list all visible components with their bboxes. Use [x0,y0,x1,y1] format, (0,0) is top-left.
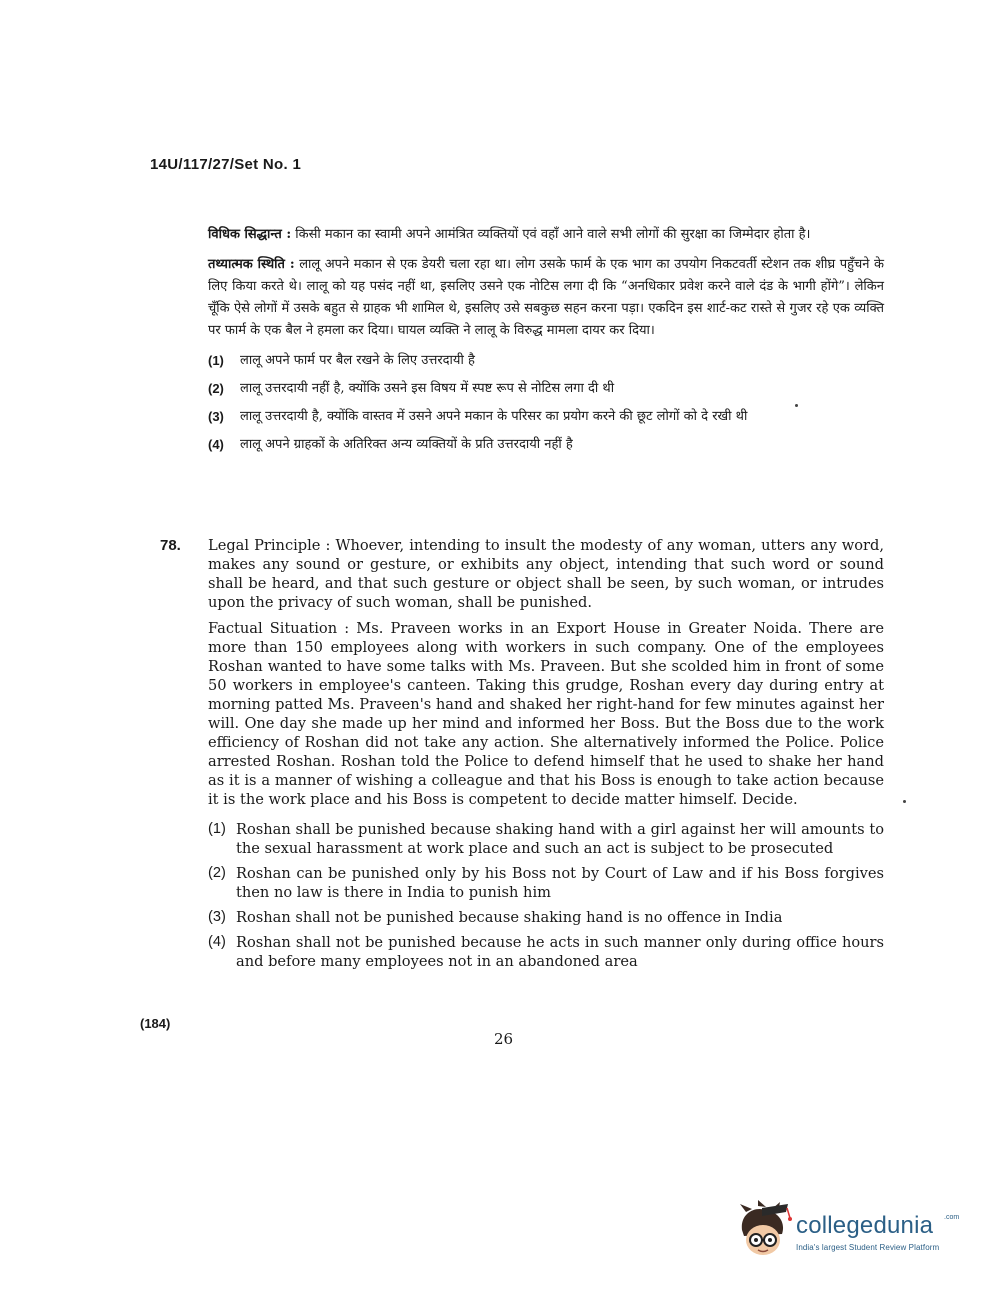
option-1 [208,820,884,858]
scan-speck [903,800,906,803]
hindi-principle-text: किसी मकान का स्वामी अपने आमंत्रित व्यक्तियों एवं वहाँ आने वाले सभी लोगों की सुरक्षा का जिम्मेदार होता है। [295,227,811,242]
option-4 [208,933,884,971]
scan-speck [795,404,798,407]
question-body [208,536,884,816]
hindi-option-3 [208,406,884,428]
factual-situation: Factual Situation : Ms. Praveen works in an Export House in Greater Noida. There are more than 150 employees along with workers in such company. One of the employees Roshan wanted to have some talks with Ms. Praveen. But she scolded him in front of some 50 workers in employee's canteen. Taking this grudge, Roshan every day during entry at morning patted Ms. Praveen's hand and shaked her right-hand for few minutes against her will. One day she made up her mind and informed her Boss. But the Boss due to the work efficiency of Roshan did not take any action. She alternatively informed the Police. Police arrested Roshan. Roshan told the Police to defend himself that he used to shake her hand as it is a manner of wishing a colleague and that his Boss is enough to take action because it is the work place and his Boss is competent to decide matter himself. Decide. [208,620,884,808]
option-text: लालू अपने ग्राहकों के अतिरिक्त अन्य व्यक्तियों के प्रति उत्तरदायी नहीं है [240,437,573,452]
option-number: (2) [208,865,226,881]
question-number: 78. [160,537,181,554]
brand-dotcom: .com [944,1214,960,1221]
option-text: लालू उत्तरदायी नहीं है, क्योंकि उसने इस विषय में स्पष्ट रूप से नोटिस लगा दी थी [240,381,615,396]
option-text: Roshan shall not be punished because he acts in such manner only during office hours and before many employees not in an abandoned area [236,934,884,970]
hindi-option-4 [208,434,884,456]
option-3 [208,908,884,927]
page-number: 26 [494,1030,514,1048]
option-2 [208,864,884,902]
footer-code: (184) [140,1016,171,1031]
hindi-question [208,224,884,462]
collegedunia-watermark [732,1200,962,1260]
hindi-principle [208,224,884,246]
paper-code: 14U/117/27/Set No. 1 [150,156,302,173]
option-text: लालू उत्तरदायी है, क्योंकि वास्तव में उसने अपने मकान के परिसर का प्रयोग करने की छूट लोगों को दे रखी थी [240,409,748,424]
option-number: (3) [208,409,224,424]
hindi-facts [208,254,884,342]
option-text: Roshan can be punished only by his Boss not by Court of Law and if his Boss forgives then no law is there in India to punish him [236,865,884,901]
option-number: (1) [208,821,226,837]
mascot-logo-icon [732,1200,794,1260]
legal-principle: Legal Principle : Whoever, intending to insult the modesty of any woman, utters any word, makes any sound or gesture, or exhibits any object, intending that such word or sound shall be heard, and that such gesture or object shall be seen, by such woman, or intrudes upon the privacy of such woman, shall be punished. [208,537,884,611]
hindi-principle-label: विधिक सिद्धान्त : [208,227,292,242]
hindi-option-1 [208,350,884,372]
option-number: (2) [208,381,224,396]
option-number: (4) [208,934,226,950]
option-text: लालू अपने फार्म पर बैल रखने के लिए उत्तरदायी है [240,353,475,368]
question-options [208,820,884,971]
brand-name: collegedunia [796,1212,934,1239]
question-row [160,536,884,816]
option-number: (4) [208,437,224,452]
brand-tagline: India's largest Student Review Platform [796,1243,940,1252]
option-number: (1) [208,353,224,368]
question-78 [160,536,884,977]
hindi-facts-text: लालू अपने मकान से एक डेयरी चला रहा था। लोग उसके फार्म के एक भाग का उपयोग निकटवर्ती स्टेशन तक शीघ्र पहुँचने के लिए किया करते थे। लालू को यह पसंद नहीं था, इसलिए उसने एक नोटिस लगा दी कि “अनधिकार प्रवेश करने वाले दंड के भागी होंगे”। लेकिन चूँकि ऐसे लोगों में उसके बहुत से ग्राहक भी शामिल थे, इसलिए उसे सबकुछ सहन करना पड़ा। एकदिन इस शार्ट-कट रास्ते से गुजर रहे एक व्यक्ति पर फार्म के एक बैल ने हमला कर दिया। घायल व्यक्ति ने लालू के विरुद्ध मामला दायर कर दिया। [208,257,884,338]
hindi-option-2 [208,378,884,400]
option-number: (3) [208,909,226,925]
hindi-facts-label: तथ्यात्मक स्थिति : [208,257,295,272]
option-text: Roshan shall be punished because shaking hand with a girl against her will amounts to the sexual harassment at work place and such an act is subject to be prosecuted [236,821,884,857]
option-text: Roshan shall not be punished because shaking hand is no offence in India [236,909,783,926]
